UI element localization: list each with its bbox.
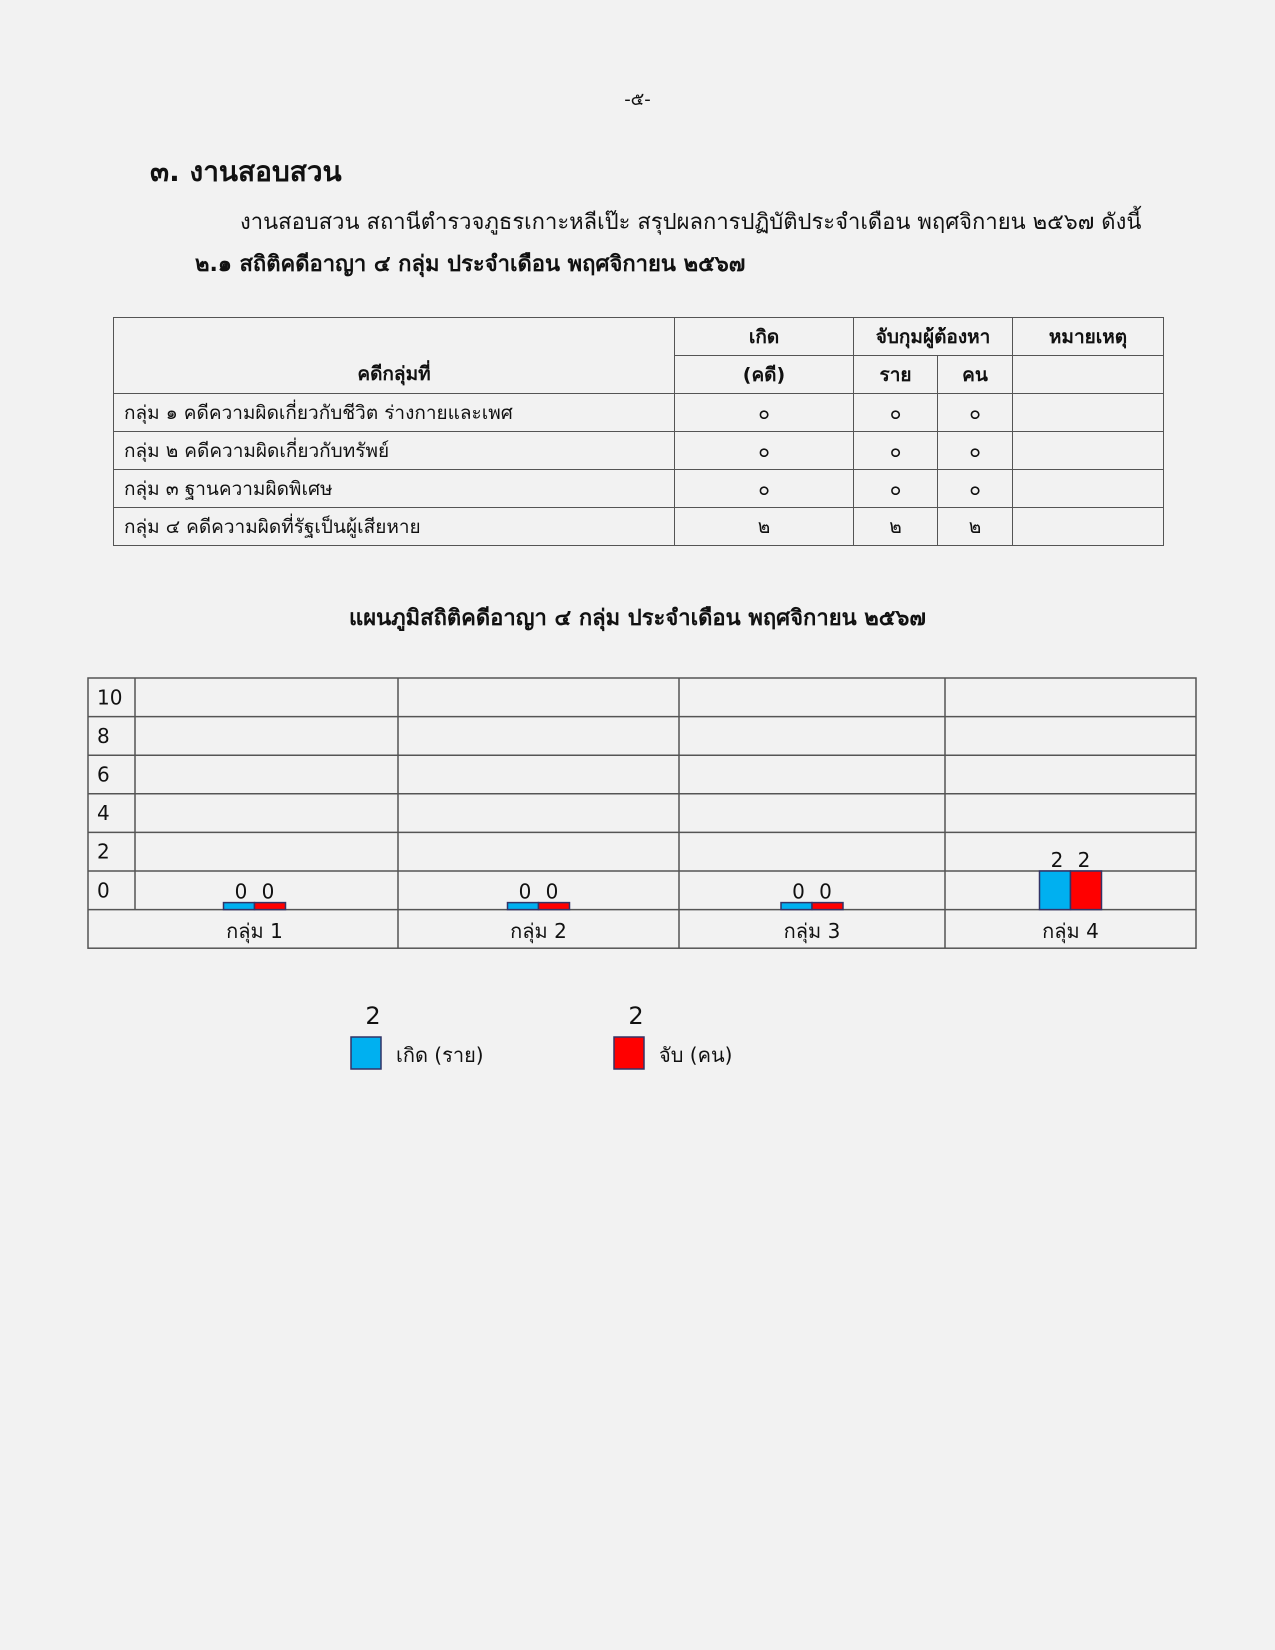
header-arrested-persons: คน	[938, 356, 1013, 394]
bar-value-label: 2	[1050, 848, 1064, 872]
page-number: -๕-	[624, 89, 651, 110]
x-category-label: กลุ่ม 2	[510, 919, 567, 944]
bar-value-label: 0	[261, 879, 275, 904]
legend-swatch	[351, 1037, 381, 1069]
sub-heading: ๒.๑ สถิติคดีอาญา ๔ กลุ่ม ประจำเดือน พฤศจิกายน ๒๕๖๗	[195, 252, 746, 277]
legend-swatch	[614, 1037, 644, 1069]
bar-occurred	[1040, 871, 1071, 910]
bar-arrested	[539, 903, 570, 910]
legend-value: 2	[365, 1002, 381, 1030]
row-cases: ๒	[854, 508, 938, 546]
row-persons: ๒	[938, 508, 1013, 546]
row-cases: ๐	[854, 394, 938, 432]
section-heading: ๓. งานสอบสวน	[150, 155, 342, 188]
header-arrested: จับกุมผู้ต้องหา	[854, 318, 1013, 356]
row-name: กลุ่ม ๑ คดีความผิดเกี่ยวกับชีวิต ร่างกายและเพศ	[114, 394, 675, 432]
header-occurred: เกิด	[675, 318, 854, 356]
row-occurred: ๐	[675, 470, 854, 508]
row-cases: ๐	[854, 470, 938, 508]
row-name: กลุ่ม ๒ คดีความผิดเกี่ยวกับทรัพย์	[114, 432, 675, 470]
x-category-label: กลุ่ม 4	[1042, 919, 1099, 944]
bar-arrested	[812, 903, 843, 910]
bar-occurred	[224, 903, 255, 910]
header-arrested-cases: ราย	[854, 356, 938, 394]
row-cases: ๐	[854, 432, 938, 470]
bar-occurred	[781, 903, 812, 910]
y-tick-label: 2	[97, 839, 110, 864]
row-persons: ๐	[938, 470, 1013, 508]
header-occurred-unit: (คดี)	[675, 356, 854, 394]
row-occurred: ๐	[675, 394, 854, 432]
legend-label: จับ (คน)	[659, 1043, 733, 1067]
bar-value-label: 0	[234, 879, 248, 904]
x-category-label: กลุ่ม 3	[783, 919, 841, 944]
bar-value-label: 2	[1077, 848, 1091, 872]
bar-value-label: 0	[518, 879, 532, 904]
chart-title: แผนภูมิสถิติคดีอาญา ๔ กลุ่ม ประจำเดือน พฤศจิกายน ๒๕๖๗	[349, 606, 926, 631]
bar-value-label: 0	[819, 879, 832, 904]
bar-arrested	[255, 903, 286, 910]
y-tick-label: 4	[97, 801, 110, 826]
y-tick-label: 10	[97, 685, 123, 710]
row-persons: ๐	[938, 432, 1013, 470]
row-name: กลุ่ม ๓ ฐานความผิดพิเศษ	[114, 470, 675, 508]
bar-arrested	[1071, 871, 1102, 910]
bar-value-label: 0	[792, 879, 805, 904]
y-tick-label: 0	[97, 878, 110, 903]
intro-text: งานสอบสวน สถานีตำรวจภูธรเกาะหลีเป๊ะ สรุปผลการปฏิบัติประจำเดือน พฤศจิกายน ๒๕๖๗ ดังนี้	[240, 210, 1142, 235]
y-tick-label: 6	[97, 762, 110, 787]
row-persons: ๐	[938, 394, 1013, 432]
row-name: กลุ่ม ๔ คดีความผิดที่รัฐเป็นผู้เสียหาย	[114, 508, 675, 546]
y-tick-label: 8	[97, 723, 110, 748]
legend-label: เกิด (ราย)	[396, 1043, 484, 1067]
row-occurred: ๐	[675, 432, 854, 470]
legend-value: 2	[628, 1002, 644, 1030]
bar-occurred	[508, 903, 539, 910]
bar-value-label: 0	[545, 879, 559, 904]
header-remarks: หมายเหตุ	[1013, 318, 1164, 356]
x-category-label: กลุ่ม 1	[226, 919, 283, 944]
header-case-group: คดีกลุ่มที่	[114, 318, 675, 394]
row-occurred: ๒	[675, 508, 854, 546]
